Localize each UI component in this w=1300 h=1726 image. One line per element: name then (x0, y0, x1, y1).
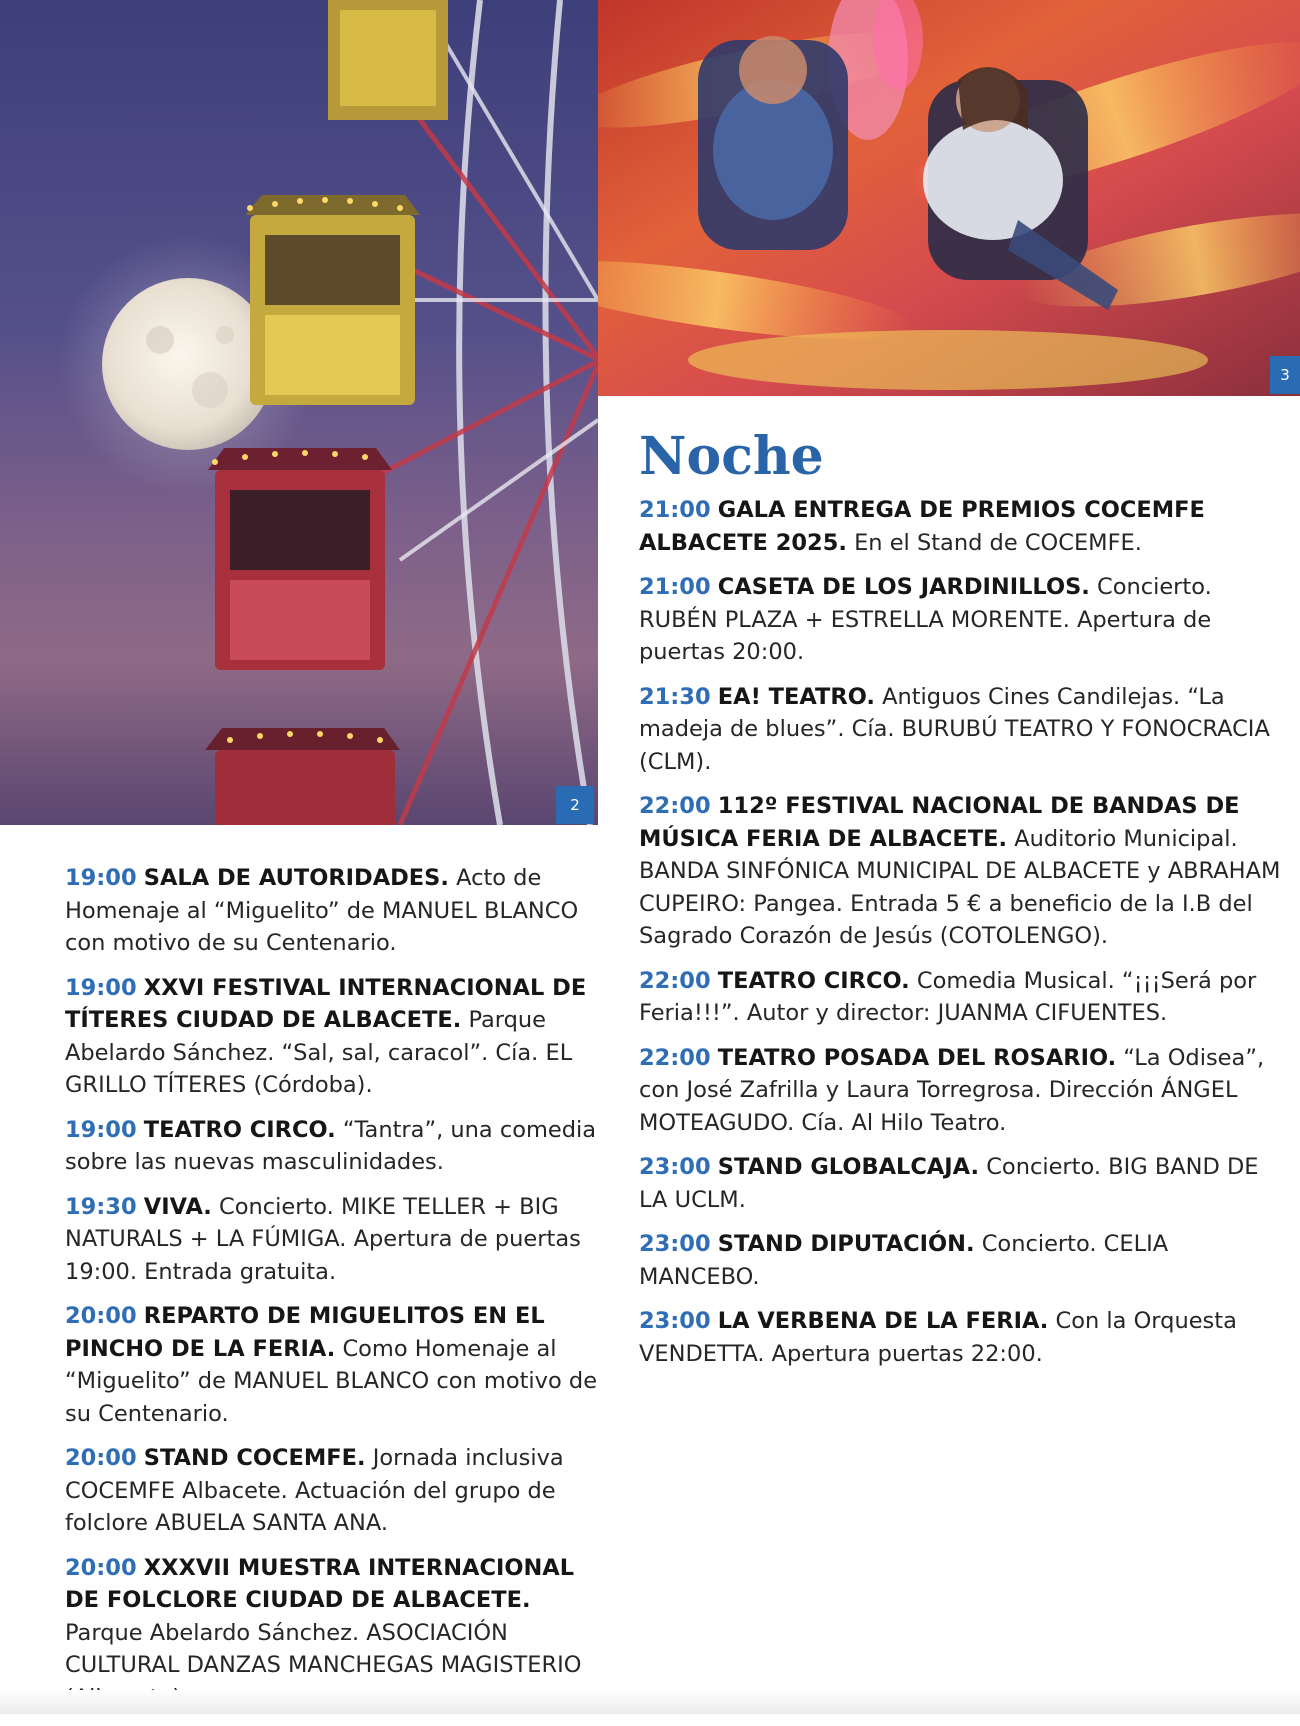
event-time: 21:00 (639, 497, 711, 523)
event-description: Parque Abelardo Sánchez. ASOCIACIÓN CULTURAL DANZAS MANCHEGAS MAGISTERIO (65, 1619, 582, 1678)
event-description: Auditorio Municipal. BANDA SINFÓNICA MUNICIPAL DE ALBACETE y ABRAHAM CUPEIRO: Pangea. Entrada 5 € a beneficio de la I.B del Sagrado Corazón de Jesús (COTOLENGO). (639, 825, 1281, 949)
event-title: LA VERBENA DE LA FERIA. (717, 1308, 1049, 1334)
event-time: 19:00 (65, 865, 137, 891)
event-time: 21:30 (639, 683, 711, 710)
section-title-noche: Noche (639, 426, 824, 487)
event-description: Como Homenaje al “Miguelito” de MANUEL BLANCO con motivo de su Centenario. (65, 1335, 598, 1427)
event-description: “Tantra”, una comedia sobre las nuevas masculinidades. (65, 1116, 597, 1175)
event-time: 19:00 (65, 1116, 137, 1143)
event-time: 22:00 (639, 793, 711, 819)
event-description: “La Odisea”, con José Zafrilla y Laura Torregrosa. Dirección ÁNGEL MOTEAGUDO. Cía. Al Hilo Teatro. (639, 1044, 1265, 1136)
event-description: Concierto. RUBÉN PLAZA + ESTRELLA MORENTE. Apertura de puertas 20:00. (639, 574, 1212, 665)
event-title: GALA ENTREGA DE PREMIOS COCEMFE ALBACETE 2025. (639, 497, 1205, 556)
event-entry (65, 1442, 605, 1540)
event-title: 112º FESTIVAL NACIONAL DE BANDAS DE MÚSICA FERIA DE ALBACETE. (639, 793, 1240, 852)
event-description: Acto de Homenaje al “Miguelito” de MANUEL BLANCO con motivo de su Centenario. (65, 865, 579, 956)
event-description: En el Stand de COCEMFE. (854, 529, 1142, 556)
event-time: 23:00 (639, 1308, 711, 1334)
event-title: TEATRO POSADA DEL ROSARIO. (717, 1044, 1117, 1071)
right-event-list (639, 428, 1289, 1382)
event-entry (639, 494, 1289, 559)
event-entry (639, 1228, 1289, 1293)
event-entry (639, 1151, 1289, 1216)
event-title: STAND DIPUTACIÓN. (717, 1231, 975, 1257)
event-entry (65, 972, 605, 1102)
event-description: Concierto. CELIA MANCEBO. (639, 1231, 1169, 1290)
event-time: 23:00 (639, 1154, 711, 1180)
event-description: Antiguos Cines Candilejas. “La madeja de blues”. Cía. BURUBÚ TEATRO Y FONOCRACIA (CLM). (639, 683, 1270, 775)
event-description: Con la Orquesta VENDETTA. Apertura puertas 22:00. (639, 1308, 1237, 1367)
event-title: REPARTO DE MIGUELITOS EN EL PINCHO DE LA FERIA. (65, 1303, 545, 1362)
event-entry (65, 1191, 605, 1289)
event-title: TEATRO CIRCO. (717, 967, 910, 994)
left-event-list (65, 862, 605, 1726)
event-entry (639, 1305, 1289, 1370)
event-time: 23:00 (639, 1231, 711, 1257)
ferris-wheel-photo (0, 0, 598, 825)
event-description: Comedia Musical. “¡¡¡Será por Feria!!!”. Autor y director: JUANMA CIFUENTES. (639, 967, 1257, 1026)
page-bottom-edge (0, 1690, 1300, 1714)
event-time: 20:00 (65, 1554, 137, 1581)
page-number-right: 3 (1270, 356, 1300, 394)
event-title: STAND COCEMFE. (143, 1445, 366, 1471)
event-title: XXXVII MUESTRA INTERNACIONAL DE FOLCLORE CIUDAD DE ALBACETE. (65, 1554, 575, 1613)
ferris-wheel-illustration (0, 0, 598, 825)
event-time: 20:00 (65, 1303, 137, 1329)
event-title: CASETA DE LOS JARDINILLOS. (717, 574, 1090, 600)
event-title: XXVI FESTIVAL INTERNACIONAL DE TÍTERES CIUDAD DE ALBACETE. (65, 974, 587, 1033)
event-description: Concierto. BIG BAND DE LA UCLM. (639, 1154, 1259, 1213)
event-description: Parque Abelardo Sánchez. “Sal, sal, caracol”. Cía. EL GRILLO TÍTERES (Córdoba). (65, 1007, 573, 1098)
event-time: 20:00 (65, 1445, 137, 1471)
event-title: SALA DE AUTORIDADES. (143, 865, 449, 891)
event-entry (65, 1114, 605, 1179)
event-entry (65, 1300, 605, 1430)
fairground-ride-photo (598, 0, 1300, 396)
event-title: STAND GLOBALCAJA. (717, 1154, 980, 1180)
event-title: EA! TEATRO. (717, 683, 875, 710)
event-time: 22:00 (639, 967, 711, 994)
event-entry (639, 790, 1289, 953)
event-time: 21:00 (639, 574, 711, 600)
event-entry (639, 965, 1289, 1030)
event-entry (639, 571, 1289, 669)
event-title: VIVA. (143, 1193, 212, 1220)
event-entry (639, 1042, 1289, 1140)
event-time: 19:00 (65, 974, 137, 1001)
page-number-left: 2 (556, 786, 594, 824)
event-entry (65, 862, 605, 960)
fairground-ride-illustration (598, 0, 1300, 396)
event-description: Concierto. MIKE TELLER + BIG NATURALS + LA FÚMIGA. Apertura de puertas 19:00. Entrada gratuita. (65, 1193, 581, 1285)
event-description: Jornada inclusiva COCEMFE Albacete. Actuación del grupo de folclore ABUELA SANTA ANA. (65, 1445, 564, 1536)
event-entry (639, 681, 1289, 779)
event-time: 19:30 (65, 1193, 137, 1220)
event-title: TEATRO CIRCO. (143, 1116, 336, 1143)
event-time: 22:00 (639, 1044, 711, 1071)
